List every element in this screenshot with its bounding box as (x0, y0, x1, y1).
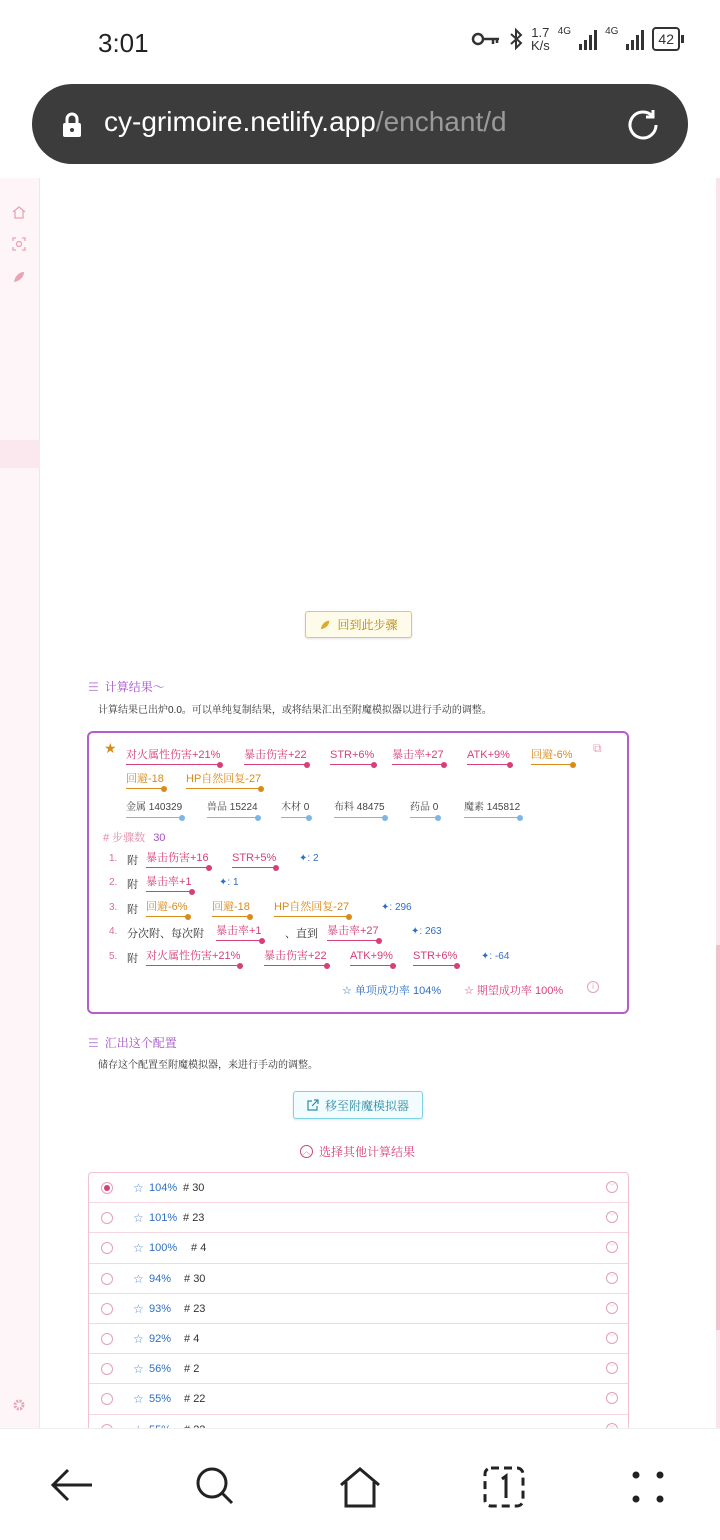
lock-icon (62, 112, 82, 138)
step-tag: STR+5% (232, 850, 276, 868)
step-prefix: 附 (127, 904, 138, 916)
star-icon: ☆ (133, 1331, 144, 1346)
chevron-down-icon[interactable]: ﹀ (608, 1332, 616, 1342)
move-to-simulator-button[interactable]: 移至附魔模拟器 (293, 1091, 423, 1119)
material-tag: 木材 0 (281, 800, 309, 818)
radio-button[interactable] (101, 1333, 113, 1345)
step-mid: 、直到 (285, 928, 318, 940)
material-tag: 药品 0 (410, 800, 438, 818)
potential-value: ✦: 1 (219, 877, 239, 888)
result-tag: 对火属性伤害+21% (126, 747, 220, 765)
radio-button[interactable] (101, 1242, 113, 1254)
chevron-down-icon[interactable]: ﹀ (608, 1212, 616, 1222)
chevron-down-icon[interactable]: ﹀ (608, 1363, 616, 1373)
step-tag: 暴击伤害+22 (264, 948, 327, 966)
tabs-icon[interactable] (482, 1465, 526, 1509)
radio-button[interactable] (101, 1363, 113, 1375)
radio-button[interactable] (101, 1273, 113, 1285)
chevron-down-icon[interactable]: ﹀ (608, 1302, 616, 1312)
result-tag: HP自然回复-27 (186, 771, 261, 789)
sidebar-active-bg (0, 440, 40, 468)
select-other-results[interactable]: ︿ 选择其他计算结果 (300, 1143, 415, 1160)
material-tag: 魔素 145812 (464, 800, 520, 818)
step-prefix: 附 (127, 879, 138, 891)
radio-button[interactable] (101, 1182, 113, 1194)
result-tag: ATK+9% (467, 747, 510, 765)
result-row[interactable]: ☆ 93% # 23 ﹀ (89, 1294, 628, 1324)
potential-value: ✦: 263 (411, 926, 442, 937)
step-tag: ATK+9% (350, 948, 393, 966)
signal-icon (579, 28, 597, 50)
home-icon[interactable] (338, 1465, 382, 1509)
star-icon: ☆ (133, 1181, 144, 1195)
step-tag: STR+6% (413, 948, 457, 966)
potential-value: ✦: 2 (299, 853, 319, 864)
star-icon: ☆ (133, 1362, 144, 1377)
back-to-step-button[interactable]: 回到此步骤 (305, 611, 412, 638)
info-icon[interactable]: i (587, 981, 599, 993)
result-tag: 暴击率+27 (392, 747, 444, 765)
url-text[interactable]: cy-grimoire.netlify.app/enchant/d (104, 106, 507, 137)
step-tag: 暴击率+27 (327, 923, 379, 941)
chevron-down-icon[interactable]: ﹀ (608, 1272, 616, 1282)
material-tag: 金属 140329 (126, 800, 182, 818)
gear-icon[interactable] (12, 1398, 26, 1412)
chevron-down-icon[interactable]: ﹀ (608, 1182, 616, 1191)
step-number: 1. (109, 853, 118, 864)
expected-success-rate: ☆ 期望成功率 100% (464, 985, 564, 997)
status-bar (0, 0, 720, 84)
radio-button[interactable] (101, 1393, 113, 1405)
home-icon[interactable] (12, 205, 26, 219)
step-tag: 暴击伤害+16 (146, 850, 209, 868)
radio-button[interactable] (101, 1212, 113, 1224)
status-icons (471, 26, 680, 52)
star-icon: ☆ (133, 1241, 144, 1256)
single-success-rate: ☆ 单项成功率 104% (342, 985, 442, 997)
network-type-2: 4G (605, 26, 619, 37)
star-icon: ☆ (133, 1211, 144, 1226)
potential-value: ✦: -64 (481, 951, 510, 962)
result-tag: STR+6% (330, 747, 374, 765)
results-list (88, 1172, 629, 1428)
status-time: 3:01 (98, 28, 149, 58)
result-row[interactable]: ☆ 101% # 23 ﹀ (89, 1203, 628, 1233)
step-tag: 暴击率+1 (146, 874, 192, 892)
step-number: 5. (109, 951, 118, 962)
bottom-nav-bar (0, 1428, 720, 1540)
result-row[interactable]: ☆ 100% # 4 ﹀ (89, 1233, 628, 1263)
result-row[interactable]: ☆ 104% # 30 ﹀ (89, 1173, 628, 1203)
list-icon: ☰ (88, 679, 99, 694)
calc-section-title: ☰ 计算结果～ (88, 679, 165, 694)
step-tag: 回避-6% (146, 899, 188, 917)
step-number: 2. (109, 877, 118, 888)
star-icon: ☆ (133, 1271, 144, 1286)
scrollbar-thumb[interactable] (716, 945, 720, 1330)
result-row[interactable]: ☆ 92% # 4 ﹀ (89, 1324, 628, 1354)
battery-icon: 42 (652, 27, 680, 51)
menu-dots-icon[interactable] (628, 1465, 668, 1509)
result-row[interactable]: ☆ 56% # 2 ﹀ (89, 1354, 628, 1384)
net-speed: 1.7 K/s (530, 25, 550, 53)
result-row[interactable]: ☆ 94% # 30 ﹀ (89, 1264, 628, 1294)
star-icon: ★ (104, 740, 117, 756)
steps-count: # 步骤数 30 (103, 832, 166, 844)
result-row[interactable]: ☆ 55% # 22 ﹀ (89, 1384, 628, 1414)
reload-icon[interactable] (624, 106, 662, 144)
step-number: 3. (109, 902, 118, 913)
chevron-down-icon[interactable]: ﹀ (608, 1242, 616, 1252)
step-tag: 回避-18 (212, 899, 250, 917)
material-tag: 兽品 15224 (207, 800, 258, 818)
signal-icon-2 (626, 28, 644, 50)
step-tag: HP自然回复-27 (274, 899, 349, 917)
result-tag: 回避-6% (531, 747, 573, 765)
calc-description: 计算结果已出炉0.0。可以单纯复制结果，或将结果汇出至附魔模拟器以进行手动的调整。 (98, 705, 492, 716)
export-section-title: ☰ 汇出这个配置 (88, 1035, 177, 1050)
key-icon (471, 31, 501, 47)
copy-icon[interactable]: ⧉ (593, 741, 602, 755)
back-arrow-icon[interactable] (50, 1465, 94, 1505)
step-prefix: 分次附、每次附 (127, 928, 204, 940)
step-number: 4. (109, 926, 118, 937)
material-tag: 布料 48475 (334, 800, 385, 818)
step-prefix: 附 (127, 953, 138, 965)
external-link-icon (307, 1099, 319, 1111)
step-tag: 对火属性伤害+21% (146, 948, 240, 966)
potential-value: ✦: 296 (381, 902, 412, 913)
list-icon: ☰ (88, 1035, 99, 1050)
star-icon: ☆ (133, 1392, 144, 1407)
search-icon[interactable] (194, 1465, 238, 1509)
network-type-1: 4G (557, 26, 572, 37)
scan-icon[interactable] (12, 237, 26, 251)
result-tag: 暴击伤害+22 (244, 747, 307, 765)
step-tag: 暴击率+1 (216, 923, 262, 941)
result-box (87, 731, 629, 1014)
star-icon: ☆ (133, 1301, 144, 1316)
feather-icon (319, 619, 331, 631)
step-prefix: 附 (127, 855, 138, 867)
bluetooth-icon (509, 28, 523, 50)
chevron-down-icon[interactable]: ﹀ (608, 1393, 616, 1403)
export-description: 储存这个配置至附魔模拟器，来进行手动的调整。 (98, 1060, 318, 1071)
address-bar[interactable] (32, 84, 688, 164)
result-tag: 回避-18 (126, 771, 164, 789)
chevron-up-icon: ︿ (300, 1145, 313, 1158)
sidebar (0, 178, 40, 1428)
radio-button[interactable] (101, 1303, 113, 1315)
feather-icon[interactable] (12, 270, 26, 284)
